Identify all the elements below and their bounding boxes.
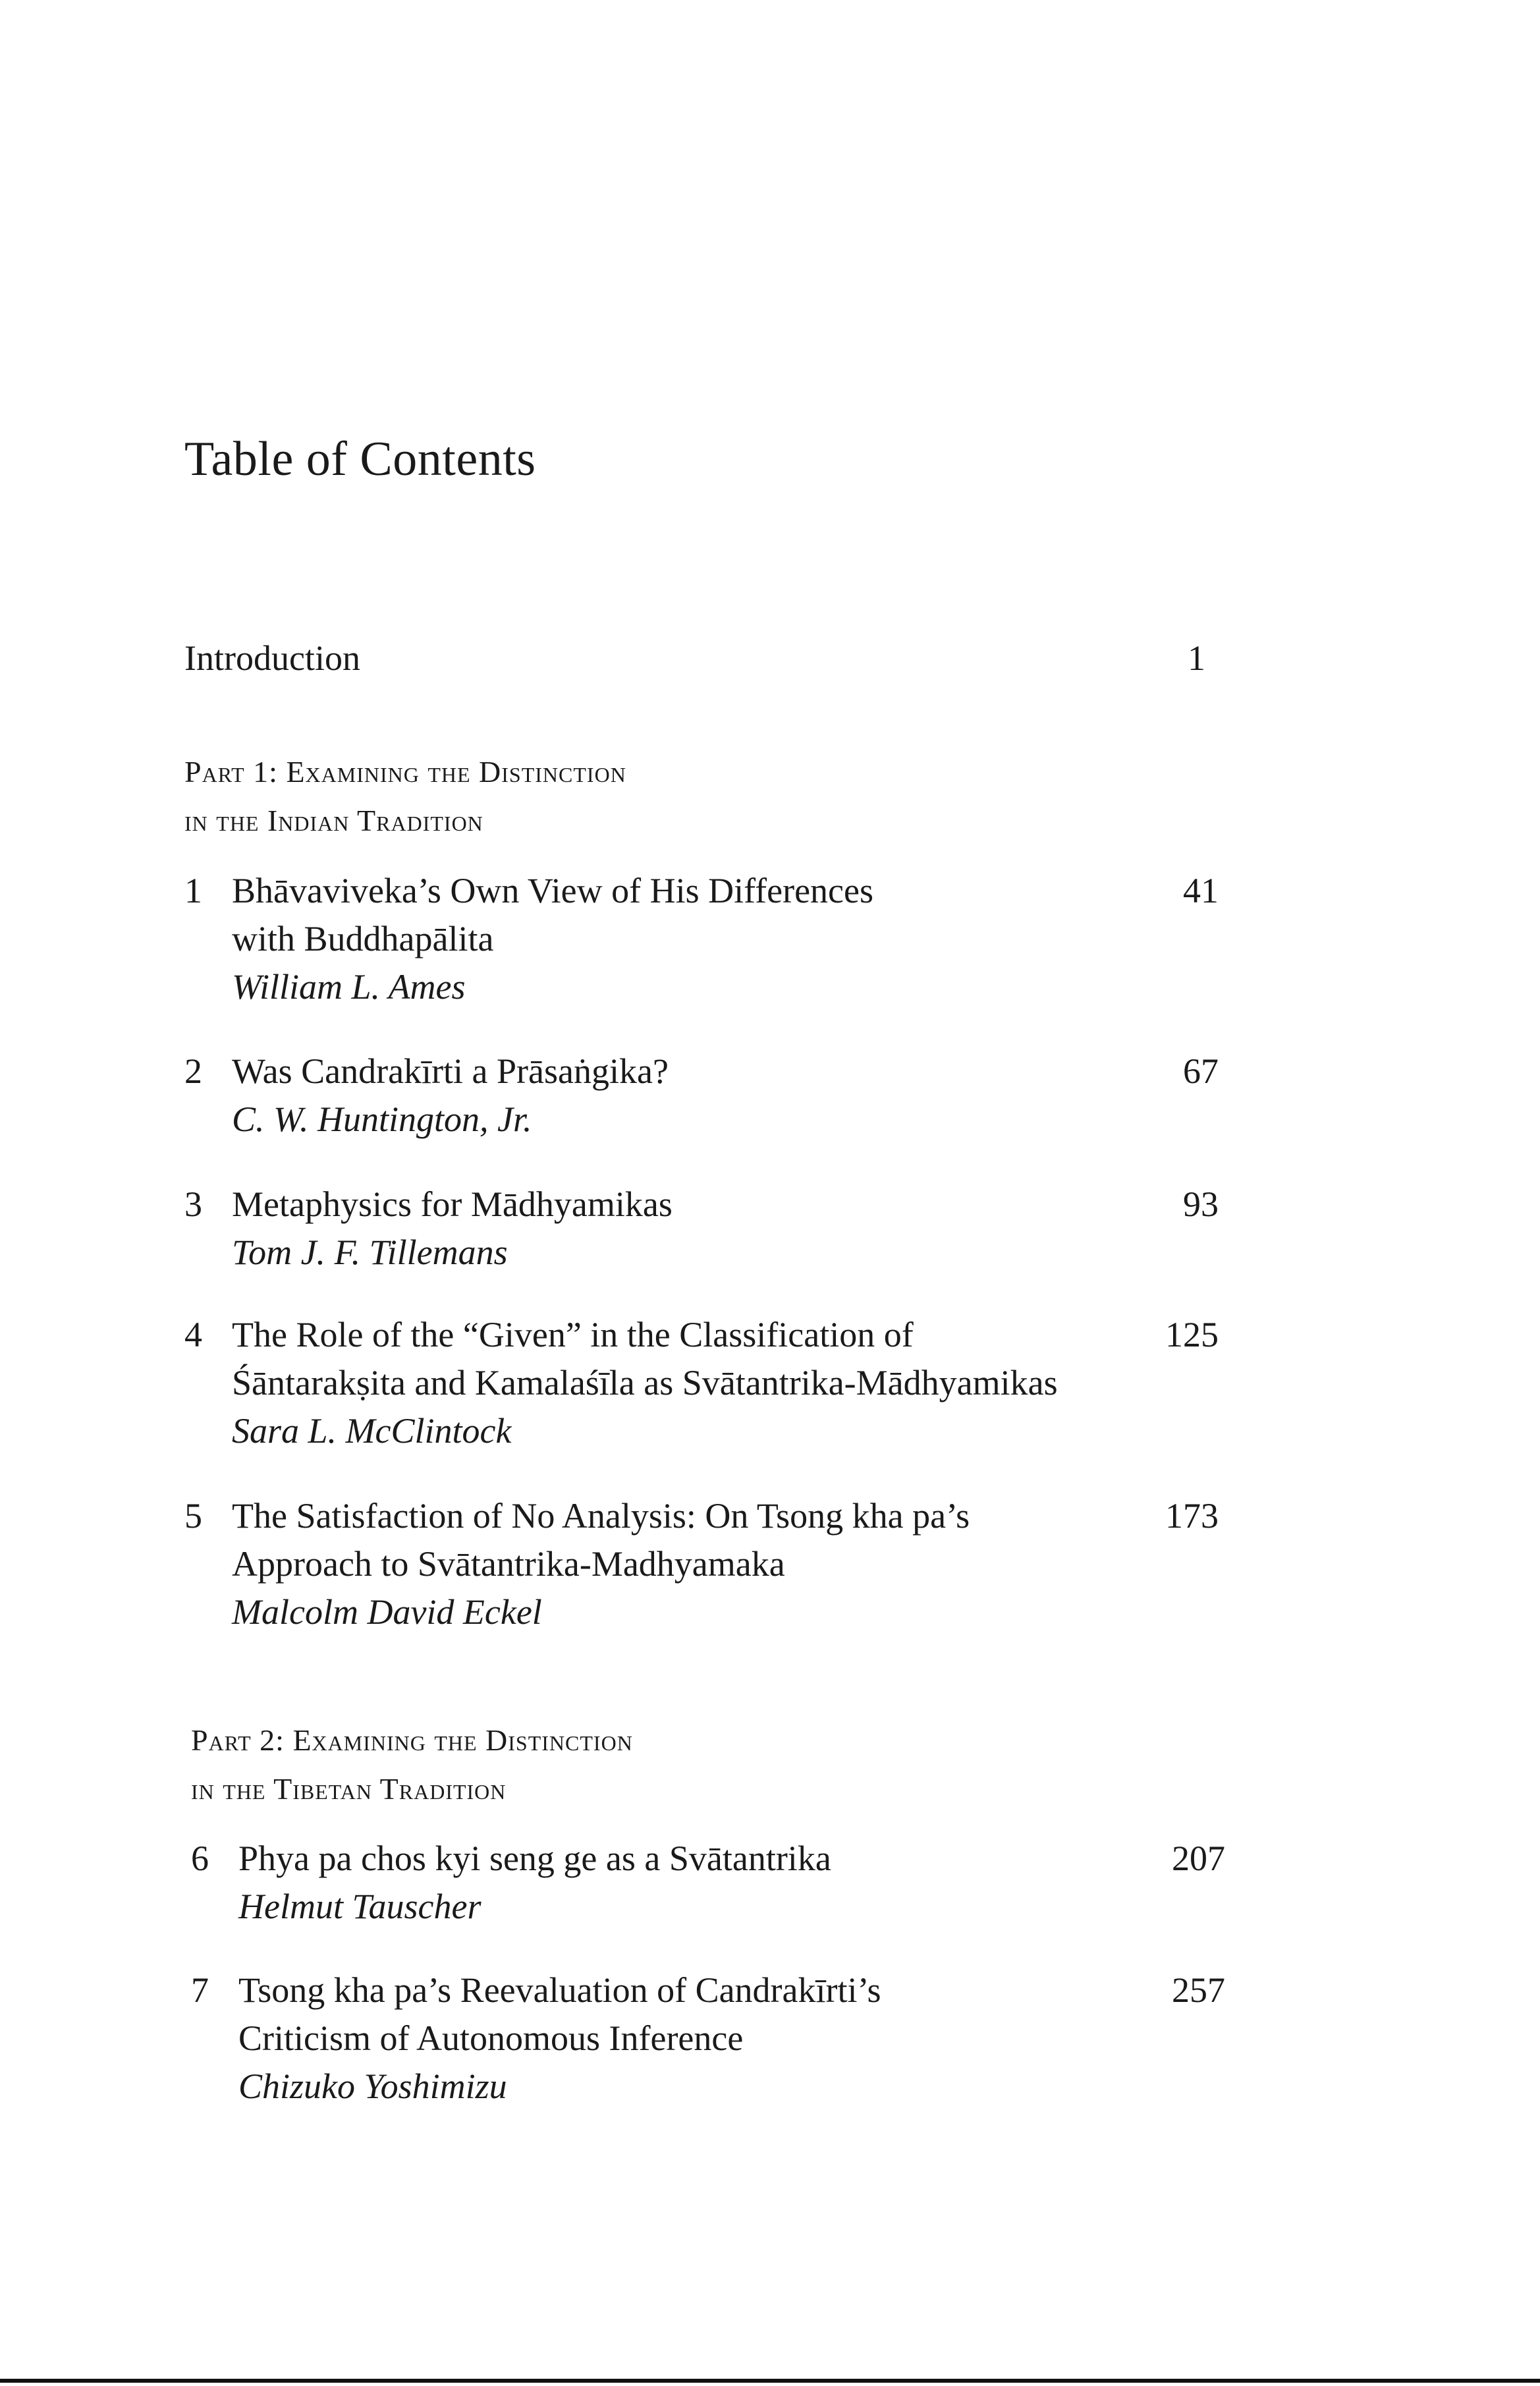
- entry-title-line2: Criticism of Autonomous Inference: [238, 2018, 744, 2058]
- entry-title-line2: Śāntarakṣita and Kamalaśīla as Svātantrika-Mādhyamikas: [232, 1363, 1058, 1402]
- entry-number: 6: [191, 1839, 209, 1878]
- entry-author: Sara L. McClintock: [232, 1411, 512, 1451]
- entry-title-line1: Tsong kha pa’s Reevaluation of Candrakīrti’s: [238, 1970, 881, 2010]
- part-1-heading-line2: in the Indian Tradition: [184, 804, 483, 837]
- entry-number: 3: [184, 1184, 202, 1224]
- entry-title-line2: with Buddhapālita: [232, 919, 494, 958]
- part-1-heading-line1: Part 1: Examining the Distinction: [184, 755, 626, 789]
- part-2-heading-line2: in the Tibetan Tradition: [191, 1772, 507, 1806]
- entry-author: Chizuko Yoshimizu: [238, 2067, 507, 2106]
- entry-author: C. W. Huntington, Jr.: [232, 1099, 532, 1139]
- entry-page-number: 41: [1183, 871, 1219, 910]
- introduction-label: Introduction: [184, 638, 360, 678]
- entry-page-number: 257: [1172, 1970, 1225, 2010]
- toc-entry-introduction[interactable]: [184, 638, 1205, 679]
- part-1-heading: [184, 748, 626, 845]
- entry-number: 2: [184, 1051, 202, 1091]
- entry-author: William L. Ames: [232, 967, 466, 1007]
- entry-title-line1: Phya pa chos kyi seng ge as a Svātantrika: [238, 1839, 831, 1878]
- entry-number: 1: [184, 871, 202, 910]
- entry-title-line1: Metaphysics for Mādhyamikas: [232, 1184, 673, 1224]
- entry-title-line2: Approach to Svātantrika-Madhyamaka: [232, 1544, 785, 1584]
- entry-page-number: 93: [1183, 1184, 1219, 1224]
- entry-page-number: 125: [1165, 1315, 1219, 1354]
- introduction-page-number: 1: [1188, 638, 1205, 678]
- entry-author: Helmut Tauscher: [238, 1887, 481, 1926]
- entry-title-line1: Was Candrakīrti a Prāsaṅgika?: [232, 1051, 669, 1091]
- entry-number: 4: [184, 1315, 202, 1354]
- entry-title-line1: Bhāvaviveka’s Own View of His Differences: [232, 871, 874, 910]
- entry-page-number: 67: [1183, 1051, 1219, 1091]
- entry-number: 7: [191, 1970, 209, 2010]
- entry-page-number: 207: [1172, 1839, 1225, 1878]
- page-title: Table of Contents: [184, 432, 536, 486]
- entry-title-line1: The Satisfaction of No Analysis: On Tsong kha pa’s: [232, 1496, 970, 1536]
- entry-page-number: 173: [1165, 1496, 1219, 1536]
- entry-author: Malcolm David Eckel: [232, 1592, 542, 1632]
- part-2-heading: [191, 1716, 633, 1814]
- part-2-heading-line1: Part 2: Examining the Distinction: [191, 1723, 633, 1757]
- entry-author: Tom J. F. Tillemans: [232, 1233, 508, 1272]
- entry-title-line1: The Role of the “Given” in the Classification of: [232, 1315, 914, 1354]
- entry-number: 5: [184, 1496, 202, 1536]
- bottom-border-line: [0, 2379, 1540, 2383]
